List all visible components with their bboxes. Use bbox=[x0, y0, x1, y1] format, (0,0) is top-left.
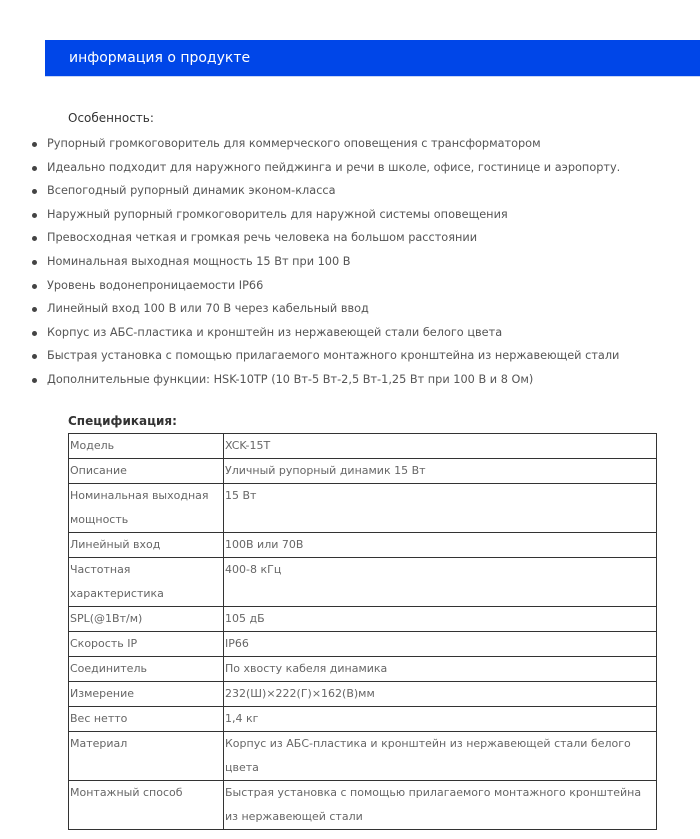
spec-value: Уличный рупорный динамик 15 Вт bbox=[224, 459, 657, 484]
feature-item bbox=[0, 250, 620, 274]
spec-value: 100В или 70В bbox=[224, 533, 657, 558]
spec-key: Монтажный способ bbox=[69, 781, 224, 830]
bullet-icon bbox=[32, 354, 37, 359]
feature-text: Дополнительные функции: HSK-10TP (10 Вт-5 Вт-2,5 Вт-1,25 Вт при 100 В и 8 Ом) bbox=[47, 372, 534, 386]
feature-text: Линейный вход 100 В или 70 В через кабельный ввод bbox=[47, 302, 369, 316]
bullet-icon bbox=[32, 284, 37, 289]
spec-key: Соединитель bbox=[69, 657, 224, 682]
spec-heading: Спецификация: bbox=[68, 414, 177, 428]
feature-item bbox=[0, 226, 620, 250]
feature-item bbox=[0, 368, 620, 392]
spec-value: 15 Вт bbox=[224, 484, 657, 533]
spec-key: Скорость IP bbox=[69, 632, 224, 657]
bullet-icon bbox=[32, 189, 37, 194]
feature-item bbox=[0, 297, 620, 321]
spec-value: Быстрая установка с помощью прилагаемого монтажного кронштейна из нержавеющей стали bbox=[224, 781, 657, 830]
table-row bbox=[69, 707, 657, 732]
spec-key: Вес нетто bbox=[69, 707, 224, 732]
spec-key: Номинальная выходная мощность bbox=[69, 484, 224, 533]
feature-item bbox=[0, 344, 620, 368]
feature-item bbox=[0, 179, 620, 203]
bullet-icon bbox=[32, 236, 37, 241]
table-row bbox=[69, 682, 657, 707]
spec-value: 105 дБ bbox=[224, 607, 657, 632]
spec-table bbox=[68, 433, 657, 830]
feature-text: Превосходная четкая и громкая речь человека на большом расстоянии bbox=[47, 231, 478, 245]
feature-text: Номинальная выходная мощность 15 Вт при 100 В bbox=[47, 254, 351, 268]
feature-text: Корпус из АБС-пластика и кронштейн из нержавеющей стали белого цвета bbox=[47, 325, 503, 339]
spec-key: Измерение bbox=[69, 682, 224, 707]
table-row bbox=[69, 607, 657, 632]
spec-value: По хвосту кабеля динамика bbox=[224, 657, 657, 682]
spec-key: Описание bbox=[69, 459, 224, 484]
spec-key: Материал bbox=[69, 732, 224, 781]
product-info-banner bbox=[45, 40, 700, 77]
bullet-icon bbox=[32, 166, 37, 171]
spec-value: IP66 bbox=[224, 632, 657, 657]
bullet-icon bbox=[32, 142, 37, 147]
bullet-icon bbox=[32, 260, 37, 265]
spec-key: Частотная характеристика bbox=[69, 558, 224, 607]
spec-key: SPL(@1Вт/м) bbox=[69, 607, 224, 632]
table-row bbox=[69, 459, 657, 484]
feature-text: Наружный рупорный громкоговоритель для наружной системы оповещения bbox=[47, 207, 508, 221]
features-list bbox=[0, 132, 620, 392]
feature-text: Рупорный громкоговоритель для коммерческого оповещения с трансформатором bbox=[47, 137, 541, 150]
spec-value: XCK-15T bbox=[224, 434, 657, 459]
feature-item bbox=[0, 132, 620, 156]
table-row bbox=[69, 484, 657, 533]
spec-key: Модель bbox=[69, 434, 224, 459]
feature-item bbox=[0, 321, 620, 345]
feature-item bbox=[0, 203, 620, 227]
table-row bbox=[69, 781, 657, 830]
feature-item bbox=[0, 156, 620, 180]
table-row bbox=[69, 533, 657, 558]
bullet-icon bbox=[32, 307, 37, 312]
feature-text: Всепогодный рупорный динамик эконом-класса bbox=[47, 184, 336, 198]
bullet-icon bbox=[32, 213, 37, 218]
spec-value: 1,4 кг bbox=[224, 707, 657, 732]
feature-text: Идеально подходит для наружного пейджинга и речи в школе, офисе, гостинице и аэропорту. bbox=[47, 160, 621, 174]
table-row bbox=[69, 732, 657, 781]
spec-value: 232(Ш)×222(Г)×162(В)мм bbox=[224, 682, 657, 707]
features-heading: Особенность: bbox=[68, 111, 154, 125]
bullet-icon bbox=[32, 378, 37, 383]
bullet-icon bbox=[32, 331, 37, 336]
spec-value: 400-8 кГц bbox=[224, 558, 657, 607]
table-row bbox=[69, 558, 657, 607]
feature-text: Быстрая установка с помощью прилагаемого монтажного кронштейна из нержавеющей стали bbox=[47, 349, 620, 363]
spec-value: Корпус из АБС-пластика и кронштейн из нержавеющей стали белого цвета bbox=[224, 732, 657, 781]
table-row bbox=[69, 434, 657, 459]
spec-key: Линейный вход bbox=[69, 533, 224, 558]
table-row bbox=[69, 632, 657, 657]
banner-title: информация о продукте bbox=[69, 50, 251, 66]
feature-text: Уровень водонепроницаемости IP66 bbox=[47, 278, 264, 292]
table-row bbox=[69, 657, 657, 682]
feature-item bbox=[0, 274, 620, 298]
